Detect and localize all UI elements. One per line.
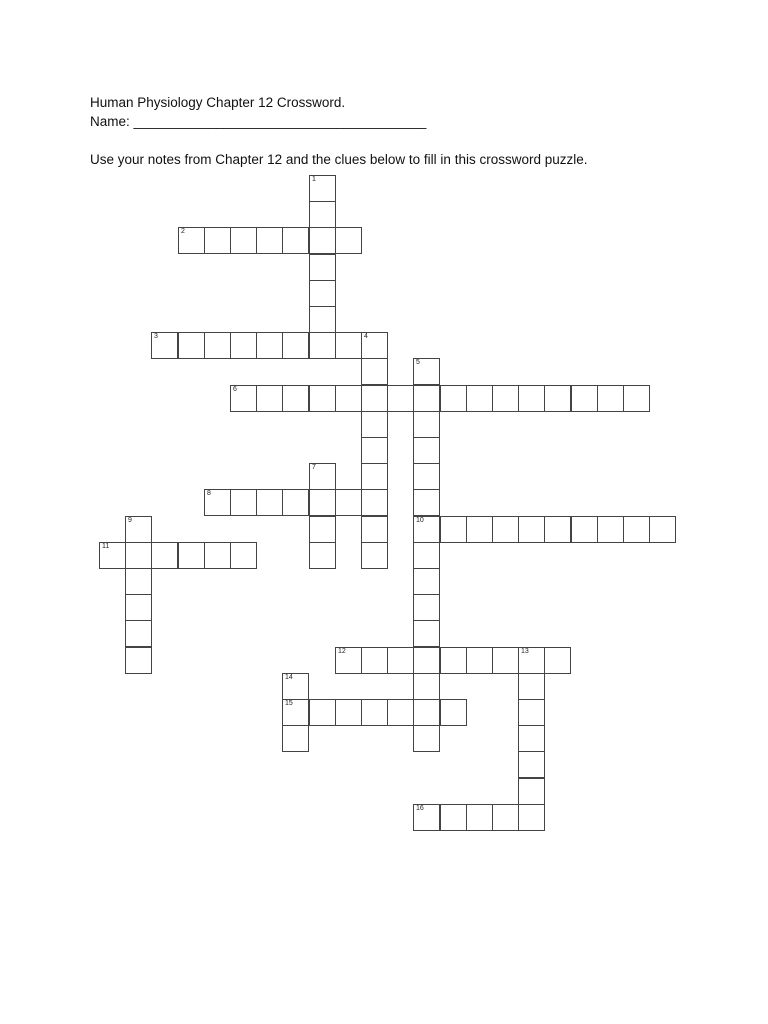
crossword-cell[interactable] xyxy=(125,568,152,595)
crossword-cell[interactable] xyxy=(544,385,571,412)
crossword-cell[interactable] xyxy=(309,175,336,202)
crossword-cell[interactable] xyxy=(387,385,414,412)
crossword-cell[interactable] xyxy=(361,516,388,543)
clue-number: 15 xyxy=(285,700,293,707)
crossword-cell[interactable] xyxy=(309,306,336,333)
crossword-cell[interactable] xyxy=(309,542,336,569)
crossword-cell[interactable] xyxy=(413,725,440,752)
crossword-cell[interactable] xyxy=(282,673,309,700)
crossword-cell[interactable] xyxy=(440,647,467,674)
crossword-cell[interactable] xyxy=(204,489,231,516)
clue-number: 11 xyxy=(102,543,110,550)
crossword-cell[interactable] xyxy=(413,594,440,621)
clue-number: 3 xyxy=(154,333,158,340)
crossword-cell[interactable] xyxy=(361,699,388,726)
crossword-cell[interactable] xyxy=(125,620,152,647)
crossword-cell[interactable] xyxy=(125,594,152,621)
crossword-cell[interactable] xyxy=(413,411,440,438)
clue-number: 12 xyxy=(338,648,346,655)
crossword-cell[interactable] xyxy=(518,751,545,778)
crossword-cell[interactable] xyxy=(309,385,336,412)
crossword-cell[interactable] xyxy=(440,804,467,831)
crossword-cell[interactable] xyxy=(413,358,440,385)
clue-number: 8 xyxy=(207,490,211,497)
crossword-cell[interactable] xyxy=(335,699,362,726)
crossword-cell[interactable] xyxy=(466,647,493,674)
crossword-cell[interactable] xyxy=(178,332,205,359)
crossword-cell[interactable] xyxy=(518,647,545,674)
crossword-cell[interactable] xyxy=(309,516,336,543)
crossword-cell[interactable] xyxy=(309,332,336,359)
crossword-cell[interactable] xyxy=(544,516,571,543)
crossword-cell[interactable] xyxy=(413,385,440,412)
crossword-cell[interactable] xyxy=(440,516,467,543)
crossword-cell[interactable] xyxy=(518,778,545,805)
crossword-cell[interactable] xyxy=(466,516,493,543)
crossword-cell[interactable] xyxy=(282,725,309,752)
crossword-cell[interactable] xyxy=(309,254,336,281)
crossword-cell[interactable] xyxy=(518,699,545,726)
crossword-cell[interactable] xyxy=(571,385,598,412)
crossword-cell[interactable] xyxy=(361,437,388,464)
crossword-cell[interactable] xyxy=(466,804,493,831)
crossword-cell[interactable] xyxy=(256,489,283,516)
crossword-cell[interactable] xyxy=(361,489,388,516)
crossword-cell[interactable] xyxy=(335,647,362,674)
crossword-cell[interactable] xyxy=(466,385,493,412)
crossword-cell[interactable] xyxy=(413,542,440,569)
crossword-cell[interactable] xyxy=(151,332,178,359)
crossword-cell[interactable] xyxy=(518,385,545,412)
crossword-cell[interactable] xyxy=(99,542,126,569)
crossword-cell[interactable] xyxy=(309,201,336,228)
crossword-cell[interactable] xyxy=(125,542,152,569)
crossword-cell[interactable] xyxy=(309,280,336,307)
crossword-cell[interactable] xyxy=(413,804,440,831)
crossword-cell[interactable] xyxy=(282,385,309,412)
crossword-cell[interactable] xyxy=(413,437,440,464)
crossword-cell[interactable] xyxy=(387,647,414,674)
crossword-cell[interactable] xyxy=(440,385,467,412)
crossword-cell[interactable] xyxy=(125,647,152,674)
crossword-cell[interactable] xyxy=(230,385,257,412)
crossword-cell[interactable] xyxy=(571,516,598,543)
crossword-cell[interactable] xyxy=(282,489,309,516)
crossword-cell[interactable] xyxy=(492,385,519,412)
crossword-cell[interactable] xyxy=(492,804,519,831)
crossword-cell[interactable] xyxy=(597,516,624,543)
crossword-cell[interactable] xyxy=(623,516,650,543)
crossword-cell[interactable] xyxy=(361,463,388,490)
clue-number: 2 xyxy=(181,228,185,235)
crossword-cell[interactable] xyxy=(649,516,676,543)
crossword-cell[interactable] xyxy=(282,332,309,359)
crossword-cell[interactable] xyxy=(282,227,309,254)
crossword-cell[interactable] xyxy=(413,620,440,647)
crossword-cell[interactable] xyxy=(125,516,152,543)
crossword-cell[interactable] xyxy=(361,411,388,438)
crossword-cell[interactable] xyxy=(518,725,545,752)
crossword-cell[interactable] xyxy=(309,227,336,254)
clue-number: 9 xyxy=(128,517,132,524)
crossword-cell[interactable] xyxy=(230,489,257,516)
clue-number: 5 xyxy=(416,359,420,366)
crossword-cell[interactable] xyxy=(361,647,388,674)
crossword-cell[interactable] xyxy=(178,227,205,254)
crossword-cell[interactable] xyxy=(518,804,545,831)
crossword-cell[interactable] xyxy=(309,699,336,726)
crossword-cell[interactable] xyxy=(413,699,440,726)
clue-number: 7 xyxy=(312,464,316,471)
crossword-cell[interactable] xyxy=(544,647,571,674)
crossword-cell[interactable] xyxy=(413,647,440,674)
clue-number: 4 xyxy=(364,333,368,340)
name-field-line[interactable]: Name: _______________________________________ xyxy=(90,114,427,129)
crossword-cell[interactable] xyxy=(518,673,545,700)
instructions-text: Use your notes from Chapter 12 and the clues below to fill in this crossword puzzle. xyxy=(90,152,588,167)
crossword-cell[interactable] xyxy=(256,227,283,254)
crossword-cell[interactable] xyxy=(335,227,362,254)
crossword-cell[interactable] xyxy=(151,542,178,569)
crossword-cell[interactable] xyxy=(309,489,336,516)
crossword-cell[interactable] xyxy=(492,647,519,674)
crossword-cell[interactable] xyxy=(178,542,205,569)
crossword-cell[interactable] xyxy=(413,489,440,516)
crossword-cell[interactable] xyxy=(492,516,519,543)
clue-number: 13 xyxy=(521,648,529,655)
clue-number: 1 xyxy=(312,176,316,183)
crossword-cell[interactable] xyxy=(361,358,388,385)
crossword-cell[interactable] xyxy=(204,227,231,254)
crossword-cell[interactable] xyxy=(335,332,362,359)
crossword-cell[interactable] xyxy=(518,516,545,543)
crossword-cell[interactable] xyxy=(256,385,283,412)
crossword-cell[interactable] xyxy=(335,489,362,516)
crossword-cell[interactable] xyxy=(230,332,257,359)
crossword-cell[interactable] xyxy=(230,542,257,569)
crossword-cell[interactable] xyxy=(413,568,440,595)
crossword-cell[interactable] xyxy=(440,699,467,726)
crossword-cell[interactable] xyxy=(413,516,440,543)
clue-number: 6 xyxy=(233,386,237,393)
crossword-cell[interactable] xyxy=(282,699,309,726)
clue-number: 16 xyxy=(416,805,424,812)
crossword-cell[interactable] xyxy=(413,673,440,700)
worksheet-title: Human Physiology Chapter 12 Crossword. xyxy=(90,95,346,110)
crossword-cell[interactable] xyxy=(256,332,283,359)
crossword-cell[interactable] xyxy=(413,463,440,490)
crossword-cell[interactable] xyxy=(361,385,388,412)
crossword-cell[interactable] xyxy=(230,227,257,254)
crossword-cell[interactable] xyxy=(387,699,414,726)
crossword-cell[interactable] xyxy=(597,385,624,412)
crossword-cell[interactable] xyxy=(335,385,362,412)
crossword-cell[interactable] xyxy=(204,542,231,569)
crossword-cell[interactable] xyxy=(361,542,388,569)
crossword-cell[interactable] xyxy=(204,332,231,359)
crossword-cell[interactable] xyxy=(309,463,336,490)
clue-number: 10 xyxy=(416,517,424,524)
crossword-cell[interactable] xyxy=(361,332,388,359)
crossword-cell[interactable] xyxy=(623,385,650,412)
clue-number: 14 xyxy=(285,674,293,681)
